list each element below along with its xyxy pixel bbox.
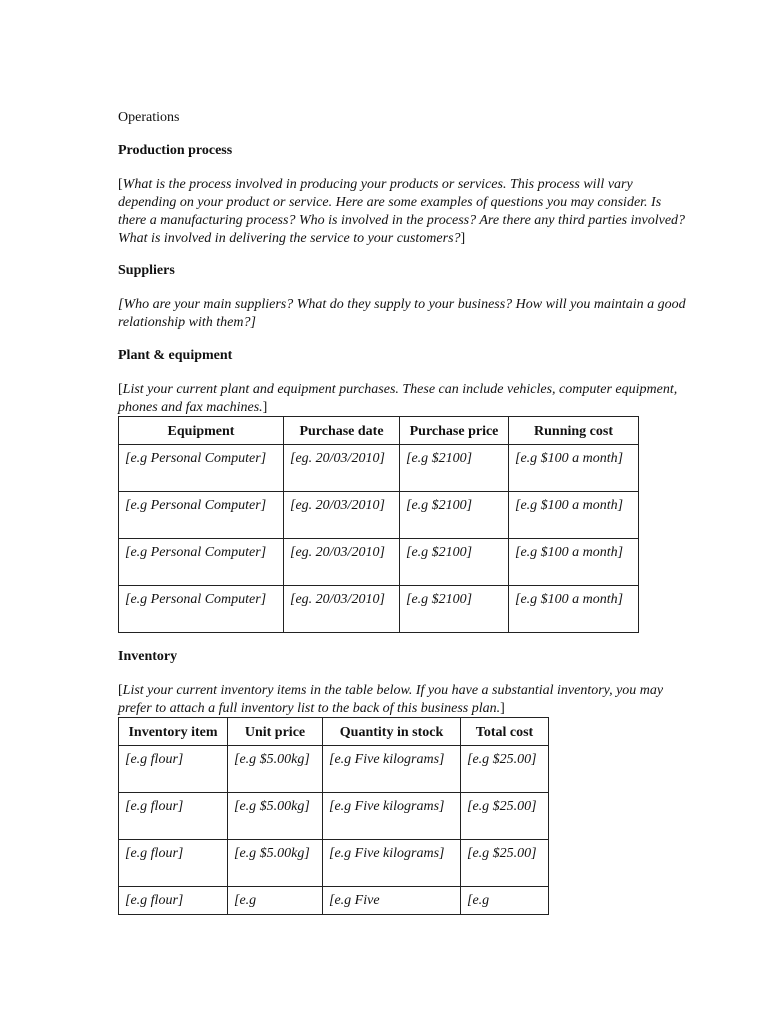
section-title: Operations [118,110,180,125]
table-cell: [e.g flour] [119,887,228,915]
table-row [119,840,549,887]
plant-heading: Plant & equipment [118,348,233,363]
table-cell: [e.g $5.00kg] [228,840,323,887]
table-cell: [e.g $5.00kg] [228,746,323,793]
table-cell: [e.g $25.00] [461,746,549,793]
table-row [119,746,549,793]
table-cell: [e.g $100 a month] [509,445,639,492]
table-cell: [e.g Personal Computer] [119,492,284,539]
equipment-table [118,416,639,633]
table-cell: [e.g [228,887,323,915]
column-header: Total cost [461,718,549,746]
table-row [119,539,639,586]
table-cell: [e.g Personal Computer] [119,445,284,492]
table-cell: [e.g $2100] [400,492,509,539]
suppliers-text: [Who are your main suppliers? What do they supply to your business? How will you maintain a good relationship with them?] [118,297,686,330]
table-row [119,586,639,633]
table-header-row [119,417,639,445]
table-cell: [eg. 20/03/2010] [284,492,400,539]
table-cell: [e.g flour] [119,746,228,793]
table-cell: [e.g $100 a month] [509,492,639,539]
plant-text: [List your current plant and equipment purchases. These can include vehicles, computer equipment, phones and fax machines.] [118,382,678,415]
inventory-table [118,717,549,915]
table-cell: [e.g flour] [119,840,228,887]
table-cell: [eg. 20/03/2010] [284,539,400,586]
table-cell: [e.g Five kilograms] [323,746,461,793]
inventory-heading: Inventory [118,649,178,664]
table-cell: [e.g $25.00] [461,840,549,887]
production-heading: Production process [118,143,233,158]
table-row [119,793,549,840]
table-cell: [eg. 20/03/2010] [284,445,400,492]
table-row [119,445,639,492]
column-header: Running cost [509,417,639,445]
production-text: [What is the process involved in producing your products or services. This process will vary depending on your product or service. Here are some examples of questions you may consider. Is there a manufacturing process? Who is involved in the process? Are there any third parties involved? What is involved in delivering the service to your customers?] [118,177,686,246]
table-cell: [e.g [461,887,549,915]
table-cell: [e.g $5.00kg] [228,793,323,840]
table-row [119,887,549,915]
column-header: Unit price [228,718,323,746]
table-cell: [e.g Personal Computer] [119,539,284,586]
table-cell: [eg. 20/03/2010] [284,586,400,633]
table-header-row [119,718,549,746]
table-cell: [e.g Personal Computer] [119,586,284,633]
table-cell: [e.g Five kilograms] [323,840,461,887]
table-cell: [e.g $100 a month] [509,586,639,633]
suppliers-heading: Suppliers [118,263,175,278]
inventory-text: [List your current inventory items in the table below. If you have a substantial inventory, you may prefer to attach a full inventory list to the back of this business plan.] [118,683,664,716]
column-header: Purchase date [284,417,400,445]
table-cell: [e.g $100 a month] [509,539,639,586]
column-header: Quantity in stock [323,718,461,746]
table-cell: [e.g Five kilograms] [323,793,461,840]
table-cell: [e.g flour] [119,793,228,840]
table-cell: [e.g $25.00] [461,793,549,840]
table-row [119,492,639,539]
table-cell: [e.g $2100] [400,586,509,633]
column-header: Purchase price [400,417,509,445]
column-header: Inventory item [119,718,228,746]
table-cell: [e.g $2100] [400,539,509,586]
column-header: Equipment [119,417,284,445]
table-cell: [e.g Five [323,887,461,915]
table-cell: [e.g $2100] [400,445,509,492]
